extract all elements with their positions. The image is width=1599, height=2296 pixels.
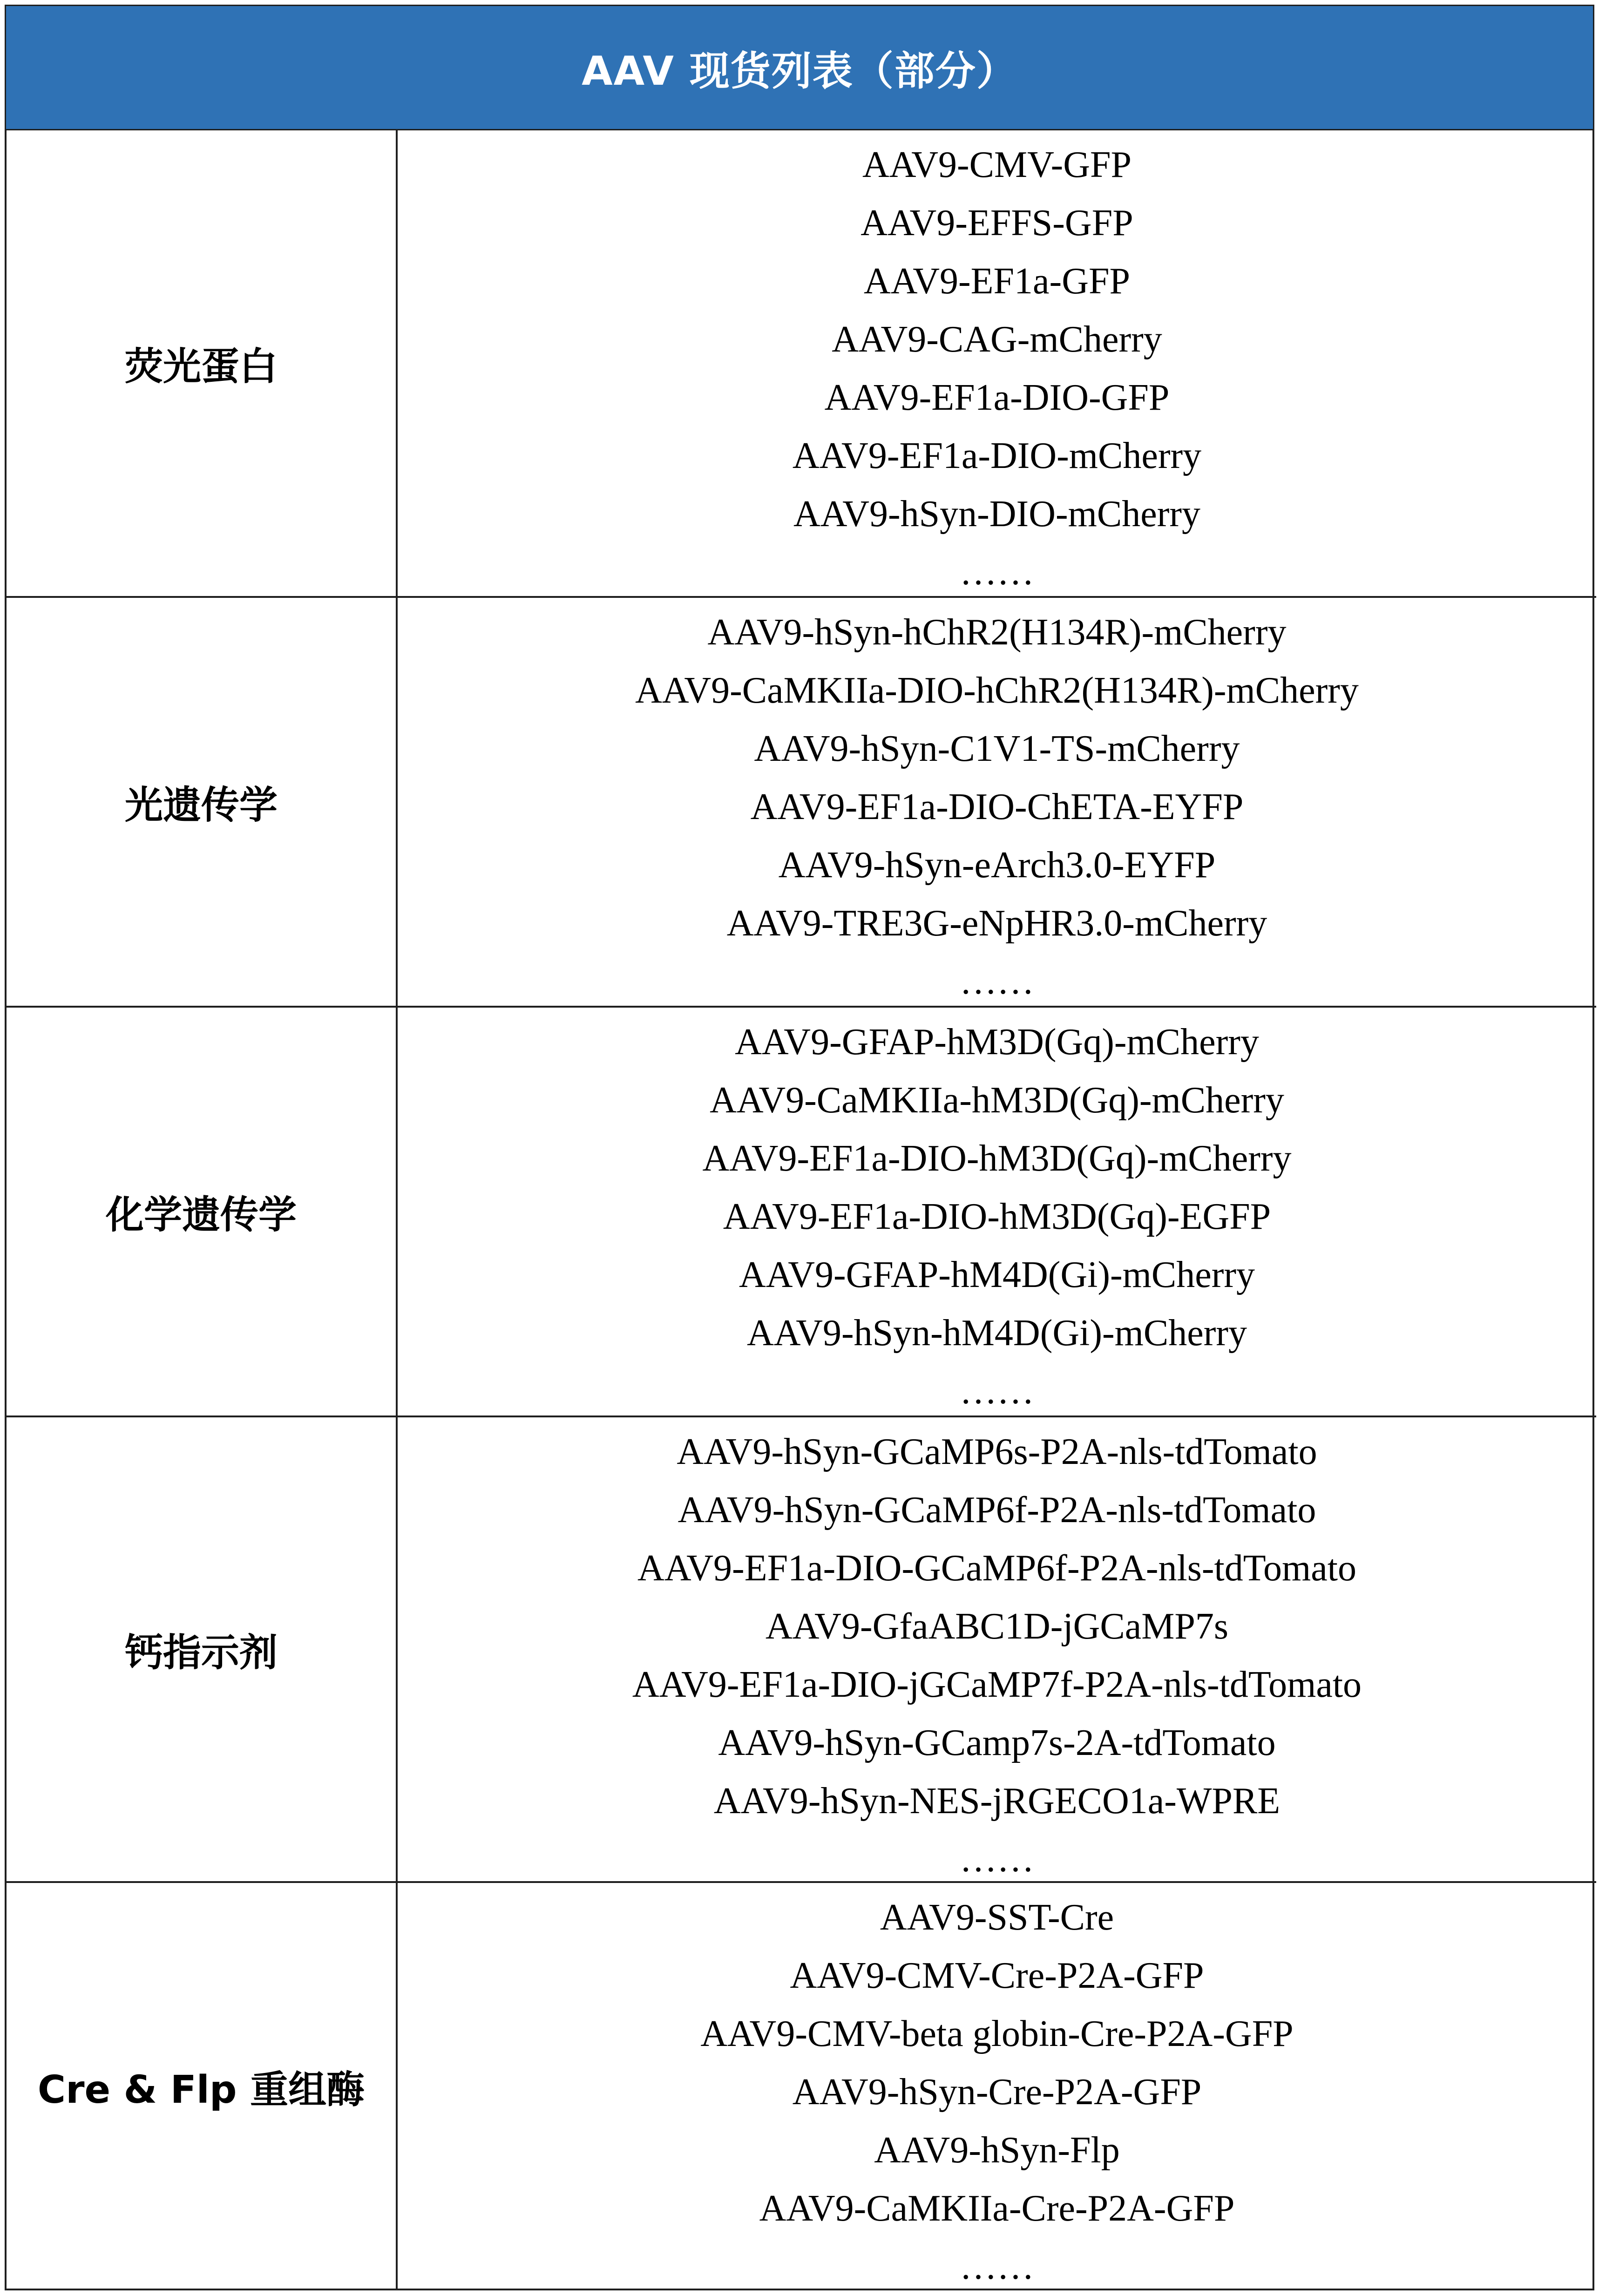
list-item: AAV9-EF1a-DIO-hM3D(Gq)-mCherry: [702, 1138, 1292, 1179]
list-item: AAV9-hSyn-GCaMP6s-P2A-nls-tdTomato: [677, 1431, 1317, 1472]
item-list: [398, 596, 1596, 1006]
list-item: AAV9-CMV-beta globin-Cre-P2A-GFP: [700, 2013, 1294, 2054]
list-item: ……: [960, 552, 1034, 593]
list-item: ……: [960, 1839, 1034, 1880]
category-cell: 荧光蛋白: [7, 130, 398, 596]
list-item: AAV9-hSyn-Cre-P2A-GFP: [792, 2072, 1202, 2113]
category-cell: 化学遗传学: [7, 1006, 398, 1416]
list-item: AAV9-EF1a-DIO-jGCaMP7f-P2A-nls-tdTomato: [632, 1664, 1362, 1705]
list-item: ……: [960, 961, 1034, 1002]
list-item: AAV9-hSyn-GCamp7s-2A-tdTomato: [718, 1722, 1276, 1763]
list-item: AAV9-EF1a-DIO-ChETA-EYFP: [750, 786, 1244, 827]
aav-stock-table: [5, 5, 1594, 2290]
list-item: ……: [960, 1371, 1034, 1412]
list-item: AAV9-GfaABC1D-jGCaMP7s: [765, 1606, 1229, 1647]
list-item: AAV9-EF1a-DIO-GCaMP6f-P2A-nls-tdTomato: [637, 1548, 1356, 1589]
category-cell: 钙指示剂: [7, 1416, 398, 1881]
category-cell: 光遗传学: [7, 596, 398, 1006]
list-item: AAV9-EF1a-DIO-hM3D(Gq)-EGFP: [723, 1196, 1271, 1237]
list-item: AAV9-hSyn-Flp: [874, 2130, 1120, 2171]
list-item: AAV9-CaMKIIa-DIO-hChR2(H134R)-mCherry: [635, 670, 1359, 711]
list-item: AAV9-GFAP-hM3D(Gq)-mCherry: [735, 1022, 1259, 1063]
item-list: [398, 130, 1596, 596]
list-item: AAV9-EF1a-DIO-mCherry: [792, 435, 1202, 476]
table-title: AAV 现货列表（部分）: [5, 5, 1594, 130]
table-body: [5, 130, 1594, 2290]
list-item: AAV9-CaMKIIa-Cre-P2A-GFP: [759, 2188, 1235, 2229]
list-item: AAV9-SST-Cre: [880, 1897, 1114, 1938]
list-item: AAV9-CMV-Cre-P2A-GFP: [790, 1955, 1204, 1996]
list-item: AAV9-hSyn-hM4D(Gi)-mCherry: [747, 1313, 1247, 1354]
list-item: AAV9-CAG-mCherry: [832, 319, 1162, 360]
list-item: AAV9-hSyn-hChR2(H134R)-mCherry: [707, 612, 1287, 653]
list-item: AAV9-TRE3G-eNpHR3.0-mCherry: [726, 903, 1267, 944]
list-item: AAV9-EFFS-GFP: [860, 203, 1133, 244]
list-item: AAV9-CaMKIIa-hM3D(Gq)-mCherry: [710, 1080, 1284, 1121]
list-item: AAV9-GFAP-hM4D(Gi)-mCherry: [739, 1254, 1255, 1295]
item-list: [398, 1416, 1596, 1881]
list-item: ……: [960, 2246, 1034, 2287]
list-item: AAV9-hSyn-GCaMP6f-P2A-nls-tdTomato: [678, 1490, 1316, 1531]
item-list: [398, 1006, 1596, 1416]
list-item: AAV9-hSyn-NES-jRGECO1a-WPRE: [713, 1781, 1281, 1822]
list-item: AAV9-hSyn-eArch3.0-EYFP: [778, 845, 1216, 886]
category-cell: Cre & Flp 重组酶: [7, 1881, 398, 2290]
list-item: AAV9-EF1a-DIO-GFP: [824, 377, 1170, 418]
list-item: AAV9-EF1a-GFP: [864, 261, 1130, 302]
list-item: AAV9-hSyn-DIO-mCherry: [793, 494, 1200, 535]
list-item: AAV9-hSyn-C1V1-TS-mCherry: [754, 728, 1240, 769]
list-item: AAV9-CMV-GFP: [862, 144, 1131, 185]
item-list: [398, 1881, 1596, 2290]
